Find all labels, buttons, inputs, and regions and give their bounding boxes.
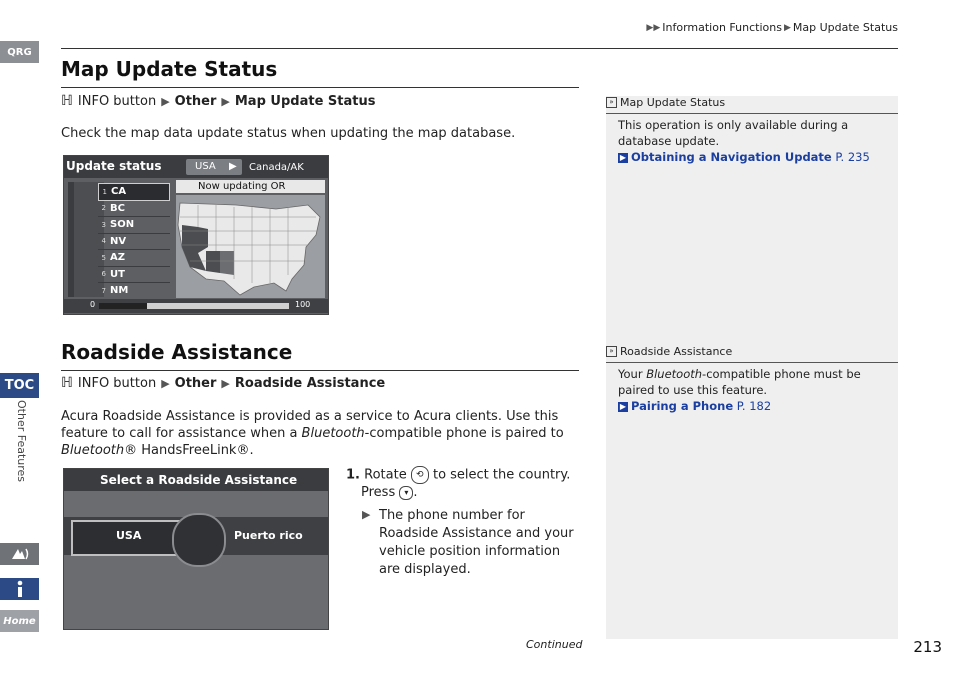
sidebar-heading-text: Map Update Status bbox=[620, 96, 726, 109]
sidebar-note-italic: Bluetooth bbox=[646, 367, 703, 381]
sidebar-heading-roadside bbox=[606, 345, 898, 358]
sidebar-heading-text: Roadside Assistance bbox=[620, 345, 733, 358]
country-other: Canada/AK bbox=[249, 162, 304, 173]
state-list-number: 6 bbox=[101, 270, 106, 279]
sidebar-link[interactable]: Obtaining a Navigation Update bbox=[631, 150, 832, 164]
section-title-roadside-assistance: Roadside Assistance bbox=[61, 340, 293, 364]
section-label: Other Features bbox=[15, 400, 28, 483]
path-start: INFO button bbox=[77, 375, 157, 391]
home-button-icon: ℍ bbox=[61, 93, 73, 109]
home-label: Home bbox=[3, 615, 36, 627]
step-result: The phone number for Roadside Assistance and your vehicle position information are displayed. bbox=[379, 508, 574, 577]
progress-min: 0 bbox=[90, 300, 96, 309]
us-map bbox=[176, 195, 325, 298]
section-title-map-update-status: Map Update Status bbox=[61, 57, 278, 81]
sidebar-note-text bbox=[618, 366, 868, 398]
sidebar-divider bbox=[606, 113, 898, 114]
arrow-icon: ▶ bbox=[221, 376, 230, 390]
state-list-number: 7 bbox=[101, 286, 106, 295]
body-text: ® HandsFreeLink®. bbox=[124, 443, 254, 458]
step-text: to select the country. bbox=[432, 467, 571, 483]
info-tab[interactable] bbox=[0, 578, 39, 600]
state-list-code: BC bbox=[110, 202, 125, 214]
qrg-tab[interactable] bbox=[0, 41, 39, 63]
path-mid: Other bbox=[174, 93, 217, 109]
link-arrow-icon: ▶ bbox=[619, 401, 627, 411]
path-start: INFO button bbox=[77, 93, 157, 109]
state-list-code: UT bbox=[110, 268, 125, 280]
header-divider bbox=[61, 48, 898, 49]
progress-fill bbox=[99, 303, 147, 309]
continued-label: Continued bbox=[526, 638, 583, 651]
section-divider bbox=[61, 87, 579, 88]
sidebar-divider bbox=[606, 362, 898, 363]
sidebar-note-text: This operation is only available during a database update. bbox=[618, 118, 849, 148]
progress-max: 100 bbox=[295, 300, 311, 309]
step-text: Rotate bbox=[364, 467, 407, 483]
home-button-icon: ℍ bbox=[61, 375, 73, 391]
path-mid: Other bbox=[174, 375, 217, 391]
progress-track bbox=[99, 303, 289, 309]
section-body bbox=[61, 408, 581, 459]
country-selected: USA bbox=[195, 161, 216, 172]
state-list-code: AZ bbox=[110, 252, 125, 264]
voice-icon bbox=[9, 546, 31, 562]
section-body: Check the map data update status when updating the map database. bbox=[61, 126, 516, 141]
option-usa-label: USA bbox=[116, 529, 142, 542]
step-text: . bbox=[413, 485, 418, 500]
page-number: 213 bbox=[913, 638, 942, 656]
sidebar-link-page[interactable]: P. 235 bbox=[835, 150, 870, 164]
qrg-label: QRG bbox=[7, 46, 32, 58]
state-list-item bbox=[98, 267, 170, 284]
state-list-item bbox=[98, 183, 170, 201]
state-list-item bbox=[98, 283, 170, 300]
arrow-icon: ▶ bbox=[783, 22, 791, 33]
menu-path bbox=[61, 375, 385, 391]
menu-path bbox=[61, 93, 375, 109]
link-arrow-icon: ▶ bbox=[619, 152, 627, 162]
toc-tab[interactable] bbox=[0, 373, 39, 398]
state-list bbox=[98, 183, 170, 300]
state-list-item bbox=[98, 234, 170, 251]
sidebar-note bbox=[618, 366, 868, 414]
state-list-number: 3 bbox=[101, 220, 106, 229]
body-italic: Bluetooth bbox=[301, 426, 365, 441]
path-end: Roadside Assistance bbox=[234, 375, 386, 391]
option-puerto-rico-label: Puerto rico bbox=[234, 529, 303, 542]
state-list-code: SON bbox=[110, 219, 135, 231]
state-list-number: 5 bbox=[101, 253, 106, 262]
dial-knob bbox=[172, 513, 226, 567]
status-text: Now updating OR bbox=[198, 181, 286, 192]
roadside-screen bbox=[63, 468, 329, 630]
arrow-icon: ▶ bbox=[221, 94, 230, 108]
home-tab[interactable] bbox=[0, 610, 39, 632]
double-arrow-icon: ▶▶ bbox=[646, 22, 661, 33]
sidebar-note-part: -compatible phone must be paired to use this feature. bbox=[618, 367, 861, 397]
state-list-number: 1 bbox=[102, 187, 107, 196]
dial-rotate-icon: ⟲ bbox=[411, 466, 429, 484]
sidebar-heading-map-update bbox=[606, 96, 898, 109]
step-1 bbox=[346, 466, 576, 501]
sidebar-link-row[interactable] bbox=[618, 398, 868, 414]
sidebar-note-part: Your bbox=[618, 367, 647, 381]
arrow-right-icon: ▶ bbox=[229, 161, 237, 172]
state-list-item bbox=[98, 217, 170, 234]
body-text: -compatible phone is paired to bbox=[364, 426, 564, 441]
sidebar-link-page[interactable]: P. 182 bbox=[736, 399, 772, 413]
section-divider bbox=[61, 370, 579, 371]
arrow-icon: ▶ bbox=[161, 94, 170, 108]
breadcrumb bbox=[646, 21, 898, 34]
body-italic: Bluetooth bbox=[61, 443, 125, 458]
state-list-number: 2 bbox=[101, 204, 106, 213]
path-end: Map Update Status bbox=[234, 93, 376, 109]
breadcrumb-item-current: Map Update Status bbox=[792, 21, 898, 34]
state-list-code: NM bbox=[110, 285, 129, 297]
state-list-code: CA bbox=[111, 186, 127, 198]
body-text: Acura Roadside Assistance is provided as a service to Acura clients. Use this feature to call for assistance when a bbox=[61, 409, 559, 441]
breadcrumb-item-information-functions[interactable]: Information Functions bbox=[662, 21, 782, 34]
sidebar-note bbox=[618, 117, 888, 165]
state-list-number: 4 bbox=[101, 237, 106, 246]
sidebar-link-row[interactable] bbox=[618, 149, 888, 165]
screen-title: Update status bbox=[66, 159, 162, 173]
note-icon: » bbox=[606, 346, 617, 357]
dial-press-icon: ▾ bbox=[399, 486, 413, 500]
info-icon bbox=[13, 580, 27, 598]
state-list-item bbox=[98, 250, 170, 267]
update-status-screen bbox=[63, 155, 329, 315]
arrow-icon: ▶ bbox=[161, 376, 170, 390]
state-list-code: NV bbox=[110, 235, 127, 247]
note-icon: » bbox=[606, 97, 617, 108]
voice-command-tab[interactable] bbox=[0, 543, 39, 565]
step-text: Press bbox=[361, 485, 396, 500]
result-arrow-icon: ▶ bbox=[362, 508, 371, 521]
step-number: 1. bbox=[346, 467, 360, 483]
sidebar-link[interactable]: Pairing a Phone bbox=[631, 399, 734, 413]
screen-title: Select a Roadside Assistance bbox=[100, 473, 298, 487]
state-list-item bbox=[98, 201, 170, 218]
toc-label: TOC bbox=[4, 378, 35, 393]
